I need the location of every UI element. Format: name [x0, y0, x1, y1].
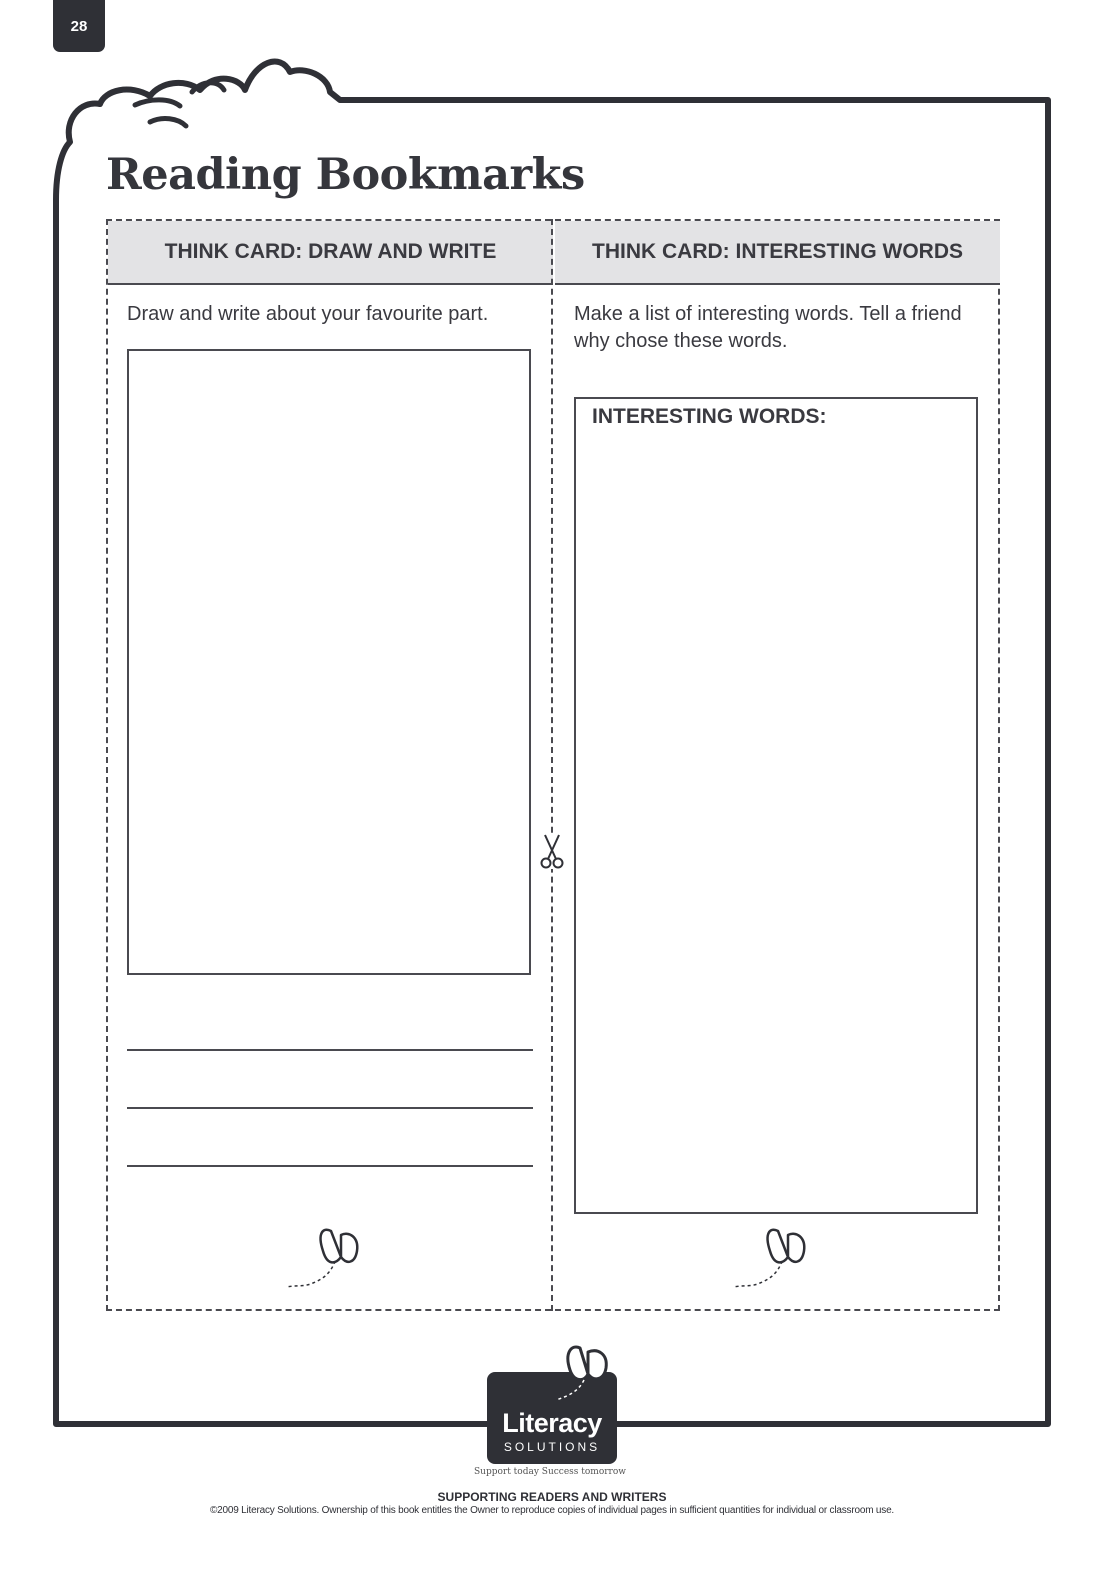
writing-line-2[interactable]	[127, 1107, 533, 1109]
drawing-area[interactable]	[127, 349, 531, 975]
butterfly-book-icon	[730, 1221, 830, 1296]
bookmark-sheet	[106, 219, 1000, 1311]
interesting-words-label: INTERESTING WORDS:	[592, 405, 827, 428]
draw-and-write-card-header: THINK CARD: DRAW AND WRITE	[108, 221, 553, 285]
draw-and-write-card	[108, 221, 553, 1309]
footer-copyright: ©2009 Literacy Solutions. Ownership of this book entitles the Owner to reproduce copies of individual pages in sufficient quantities for individual or classroom use.	[209, 1505, 895, 1516]
page-title: Reading Bookmarks	[106, 150, 585, 200]
footer-title: SUPPORTING READERS AND WRITERS	[437, 1490, 667, 1504]
page-number: 28	[53, 0, 105, 52]
interesting-words-card	[555, 221, 1000, 1309]
logo-butterfly-icon	[542, 1340, 622, 1410]
cut-line	[551, 219, 553, 1311]
logo-sub: SOLUTIONS	[503, 1440, 601, 1454]
writing-line-1[interactable]	[127, 1049, 533, 1051]
interesting-words-card-header: THINK CARD: INTERESTING WORDS	[555, 221, 1000, 285]
writing-line-3[interactable]	[127, 1165, 533, 1167]
butterfly-book-icon	[283, 1221, 383, 1296]
draw-and-write-prompt: Draw and write about your favourite part.	[127, 303, 489, 325]
logo-tagline: Support today Success tomorrow	[474, 1467, 626, 1477]
logo-name: Literacy	[502, 1408, 602, 1438]
interesting-words-box[interactable]	[574, 397, 978, 1214]
interesting-words-prompt: Make a list of interesting words. Tell a friend why chose these words.	[574, 303, 962, 352]
scissors-icon	[539, 833, 565, 869]
